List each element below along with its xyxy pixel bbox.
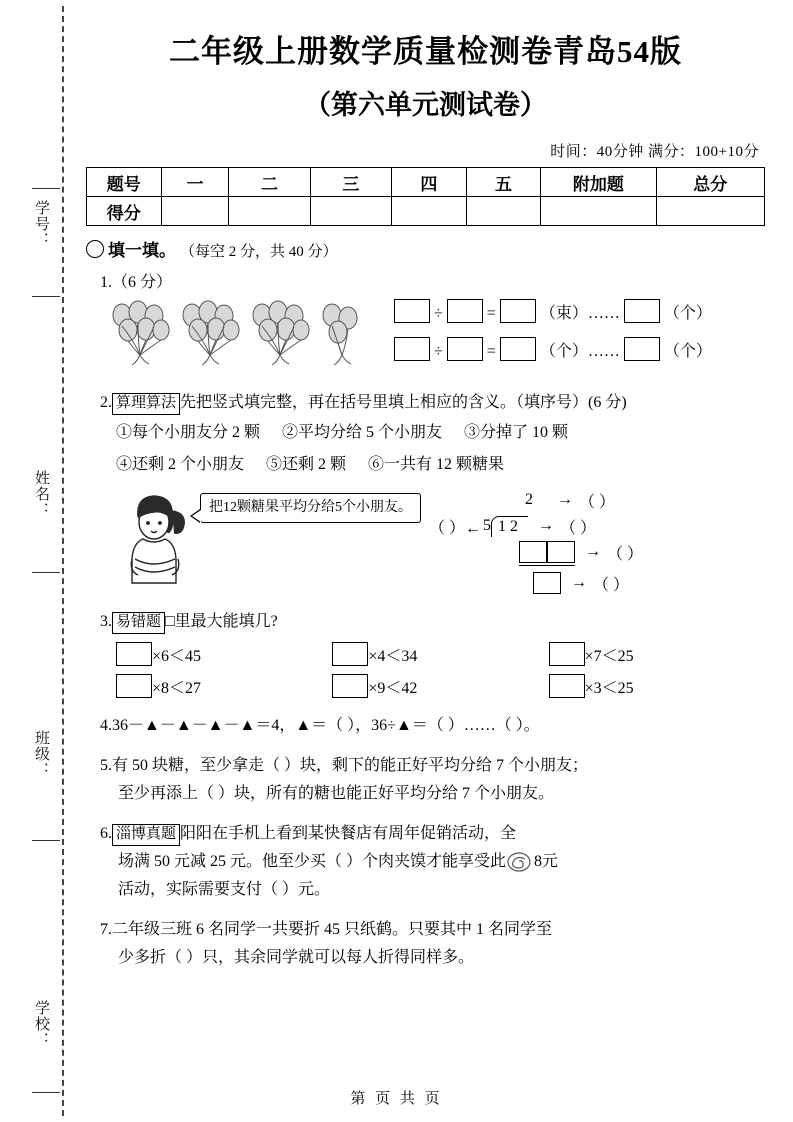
score-cell[interactable] bbox=[392, 197, 467, 226]
answer-box[interactable] bbox=[533, 572, 561, 594]
exam-meta: 时间：40分钟 满分：100+10分 bbox=[550, 144, 759, 160]
answer-box[interactable] bbox=[547, 541, 575, 563]
answer-box[interactable] bbox=[394, 337, 430, 361]
division-main-line bbox=[429, 513, 729, 539]
answer-box[interactable] bbox=[549, 642, 585, 666]
q6-index: 6. bbox=[100, 825, 112, 842]
section-number-icon bbox=[86, 240, 104, 258]
q3-expr: ×4＜34 bbox=[368, 648, 418, 665]
q1-unit-2: （个） bbox=[663, 305, 712, 322]
q3-index: 3. bbox=[100, 613, 112, 630]
answer-box[interactable] bbox=[116, 642, 152, 666]
side-label-student-id: 学号： bbox=[33, 200, 49, 248]
score-header-2: 二 bbox=[229, 168, 310, 197]
q3-text: □里最大能填几? bbox=[165, 613, 278, 630]
q3-item bbox=[549, 674, 765, 698]
answer-box[interactable] bbox=[394, 299, 430, 323]
dividend-bracket bbox=[491, 516, 528, 537]
page-subtitle: （第六单元测试卷） bbox=[304, 90, 547, 120]
divisor-value: 5 bbox=[483, 517, 492, 534]
side-label-name: 姓名： bbox=[33, 470, 49, 518]
cut-dashed-line bbox=[62, 6, 64, 1116]
q3-item bbox=[332, 642, 548, 666]
q2-options bbox=[116, 417, 765, 481]
q4-index: 4. bbox=[100, 717, 112, 734]
balloons-illustration bbox=[104, 299, 384, 371]
option-1: ①每个小朋友分 2 颗 bbox=[116, 424, 261, 441]
q1-op-divide: ÷ bbox=[434, 305, 443, 322]
score-cell[interactable] bbox=[656, 197, 765, 226]
girl-svg bbox=[112, 487, 198, 587]
section-1-title: 填一填。 bbox=[108, 241, 176, 260]
table-row bbox=[87, 168, 765, 197]
arrow-3: → bbox=[585, 543, 601, 560]
division-subtract-line bbox=[429, 539, 729, 565]
q3-item bbox=[549, 642, 765, 666]
score-header-7: 总分 bbox=[656, 168, 765, 197]
paren-3: （ ） bbox=[607, 545, 644, 563]
side-divider bbox=[32, 188, 60, 189]
score-cell[interactable] bbox=[466, 197, 541, 226]
q3-expr: ×8＜27 bbox=[152, 680, 202, 697]
q1-op-equals-2: = bbox=[486, 343, 496, 360]
section-1-heading bbox=[86, 236, 765, 261]
question-3 bbox=[100, 608, 765, 636]
answer-box[interactable] bbox=[500, 299, 536, 323]
q1-body bbox=[86, 297, 765, 375]
q1-unit-4: （个） bbox=[663, 343, 712, 360]
answer-box[interactable] bbox=[332, 674, 368, 698]
option-4: ④还剩 2 个小朋友 bbox=[116, 456, 245, 473]
score-header-6: 附加题 bbox=[541, 168, 656, 197]
q6-line-1 bbox=[100, 820, 765, 848]
answer-box[interactable] bbox=[624, 337, 660, 361]
page-footer: 第 页 共 页 bbox=[350, 1091, 443, 1107]
answer-box[interactable] bbox=[549, 674, 585, 698]
score-cell[interactable] bbox=[541, 197, 656, 226]
left-paren-arrow: （ ）← bbox=[429, 519, 482, 537]
answer-box[interactable] bbox=[116, 674, 152, 698]
answer-box[interactable] bbox=[500, 337, 536, 361]
q7-index: 7. bbox=[100, 921, 112, 938]
q1-score: （6 分） bbox=[112, 274, 173, 291]
score-header-1: 一 bbox=[161, 168, 229, 197]
q3-item bbox=[332, 674, 548, 698]
question-4 bbox=[100, 712, 765, 740]
q6-line-2 bbox=[118, 848, 765, 876]
long-division-figure bbox=[429, 487, 729, 596]
q1-equation-1 bbox=[394, 299, 712, 323]
score-table bbox=[86, 167, 765, 226]
side-divider bbox=[32, 840, 60, 841]
option-2: ②平均分给 5 个小朋友 bbox=[282, 424, 443, 441]
q3-expr: ×9＜42 bbox=[368, 680, 418, 697]
girl-illustration bbox=[112, 487, 198, 583]
arrow-4: → bbox=[571, 574, 587, 591]
side-label-class: 班级： bbox=[33, 730, 49, 778]
side-divider bbox=[32, 572, 60, 573]
q4-text: 36－▲－▲－▲－▲＝4，▲＝（ ），36÷▲＝（ ）……（ ）。 bbox=[112, 717, 540, 734]
page-content bbox=[86, 0, 765, 972]
option-3: ③分掉了 10 颗 bbox=[464, 424, 569, 441]
q7-line-1 bbox=[100, 916, 765, 944]
side-label-column bbox=[18, 0, 62, 1122]
score-row-label: 得分 bbox=[87, 197, 162, 226]
q3-items bbox=[116, 642, 765, 698]
division-remainder-line bbox=[429, 570, 729, 596]
paren-2: （ ） bbox=[560, 519, 597, 537]
arrow-2: → bbox=[538, 517, 555, 534]
q7-text-1: 二年级三班 6 名同学一共要折 45 只纸鹤。只要其中 1 名同学至 bbox=[112, 921, 553, 938]
q2-index: 2. bbox=[100, 394, 112, 411]
question-7 bbox=[100, 916, 765, 972]
paren-4: （ ） bbox=[593, 576, 630, 594]
answer-box[interactable] bbox=[332, 642, 368, 666]
q6-line-3: 活动，实际需要支付（ ）元。 bbox=[118, 881, 331, 898]
q3-tag: 易错题 bbox=[112, 612, 165, 634]
q5-line-2: 至少再添上（ ）块，所有的糖也能正好平均分给 7 个小朋友。 bbox=[118, 785, 555, 802]
balloons-svg bbox=[104, 299, 384, 371]
q1-equation-2 bbox=[394, 337, 712, 361]
swirl-icon bbox=[506, 851, 532, 873]
quotient-value: 2 bbox=[525, 491, 533, 508]
q7-line-2: 少多折（ ）只，其余同学就可以每人折得同样多。 bbox=[118, 949, 475, 966]
division-rule bbox=[519, 565, 575, 566]
answer-box[interactable] bbox=[624, 299, 660, 323]
q3-expr: ×6＜45 bbox=[152, 648, 202, 665]
score-cell[interactable] bbox=[229, 197, 310, 226]
division-quotient-line bbox=[429, 487, 729, 513]
option-5: ⑤还剩 2 颗 bbox=[266, 456, 347, 473]
q1-equations bbox=[394, 299, 712, 375]
score-cell[interactable] bbox=[310, 197, 391, 226]
section-1-note: （每空 2 分，共 40 分） bbox=[180, 244, 338, 260]
score-cell[interactable] bbox=[161, 197, 229, 226]
q6-text-2: 场满 50 元减 25 元。他至少买（ ）个肉夹馍才能享受此 bbox=[118, 853, 507, 870]
table-row bbox=[87, 197, 765, 226]
q1-op-equals: = bbox=[486, 305, 496, 322]
q1-index: 1. bbox=[100, 274, 112, 291]
q1-unit-1: （束）…… bbox=[539, 305, 620, 322]
q5-line-1 bbox=[100, 752, 765, 780]
speech-bubble: 把12颗糖果平均分给5个小朋友。 bbox=[200, 493, 421, 523]
score-header-5: 五 bbox=[466, 168, 541, 197]
score-header-4: 四 bbox=[392, 168, 467, 197]
question-5 bbox=[100, 752, 765, 808]
q2-figure bbox=[112, 487, 765, 596]
q5-index: 5. bbox=[100, 757, 112, 774]
answer-box[interactable] bbox=[519, 541, 547, 563]
paren-1: （ ） bbox=[579, 493, 616, 511]
score-header-0: 题号 bbox=[87, 168, 162, 197]
q6-tag: 淄博真题 bbox=[112, 824, 180, 846]
q2-tag: 算理算法 bbox=[112, 393, 180, 415]
answer-box[interactable] bbox=[447, 299, 483, 323]
q3-expr: ×7＜25 bbox=[584, 648, 634, 665]
q1-op-divide-2: ÷ bbox=[434, 343, 443, 360]
q1-unit-3: （个）…… bbox=[539, 343, 620, 360]
q2-text: 先把竖式填完整，再在括号里填上相应的含义。（填序号）(6 分) bbox=[180, 394, 627, 411]
question-1 bbox=[100, 269, 765, 297]
side-label-school: 学校： bbox=[33, 1000, 49, 1048]
q6-price: 8元 bbox=[534, 853, 559, 870]
page-title: 二年级上册数学质量检测卷青岛54版 bbox=[169, 34, 682, 69]
q3-expr: ×3＜25 bbox=[584, 680, 634, 697]
answer-box[interactable] bbox=[447, 337, 483, 361]
q6-text-1: 阳阳在手机上看到某快餐店有周年促销活动，全 bbox=[180, 825, 517, 842]
question-2 bbox=[100, 389, 765, 417]
q2-options-row-1 bbox=[116, 417, 765, 449]
arrow-1: → bbox=[557, 491, 573, 508]
q3-item bbox=[116, 674, 332, 698]
question-6 bbox=[100, 820, 765, 904]
score-header-3: 三 bbox=[310, 168, 391, 197]
dividend-value: 1 2 bbox=[498, 517, 519, 535]
q5-text-1: 有 50 块糖，至少拿走（ ）块，剩下的能正好平均分给 7 个小朋友； bbox=[112, 757, 589, 774]
side-divider bbox=[32, 296, 60, 297]
option-6: ⑥一共有 12 颗糖果 bbox=[368, 456, 505, 473]
q2-options-row-2 bbox=[116, 449, 765, 481]
q3-item bbox=[116, 642, 332, 666]
